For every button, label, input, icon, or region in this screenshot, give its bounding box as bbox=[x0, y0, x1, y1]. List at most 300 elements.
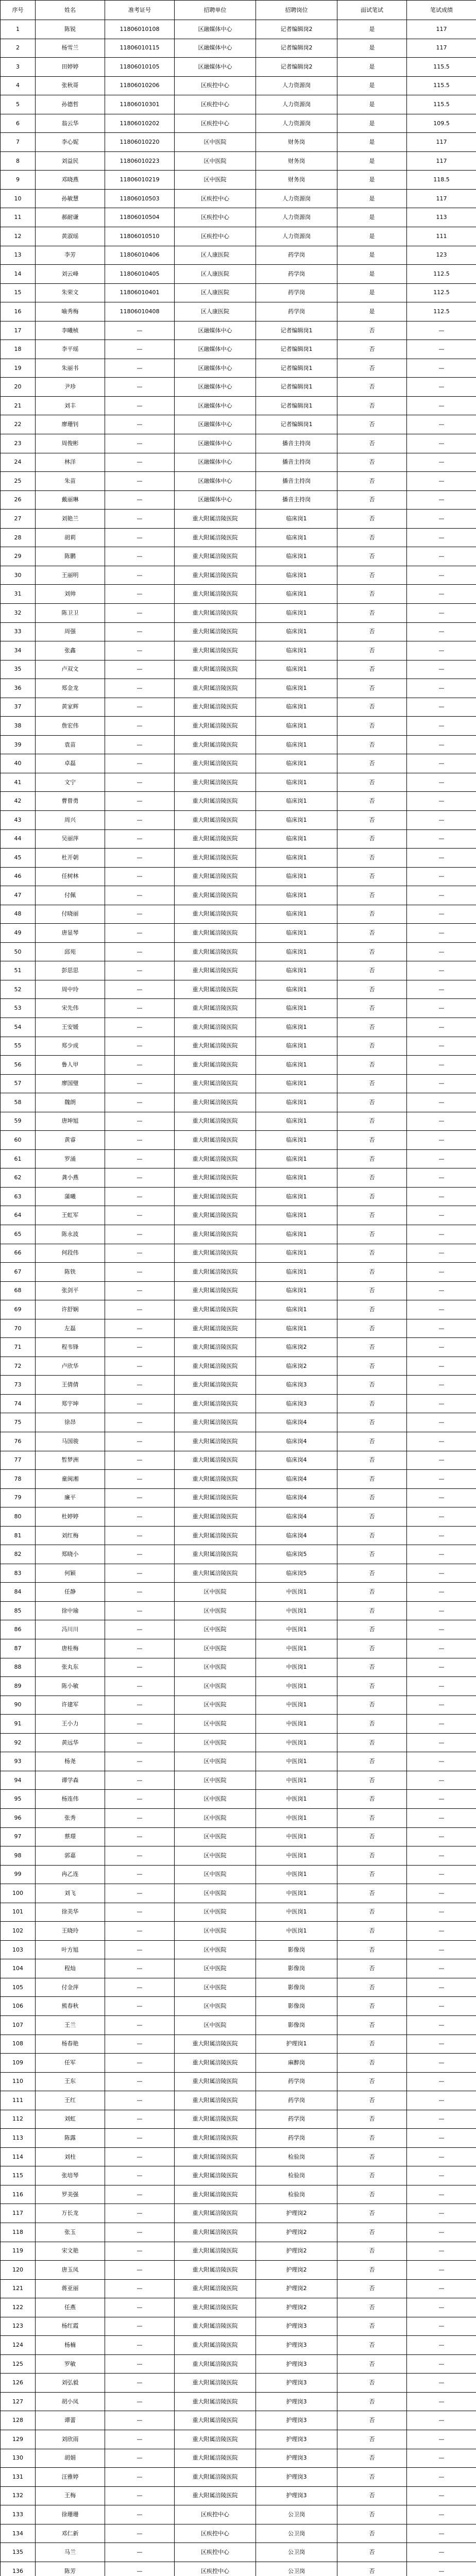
cell-index: 93 bbox=[1, 1752, 36, 1771]
cell-written-score: — bbox=[407, 2072, 476, 2091]
cell-index: 128 bbox=[1, 2411, 36, 2430]
cell-employer: 重大附属涪陵医院 bbox=[175, 924, 256, 943]
cell-index: 106 bbox=[1, 1997, 36, 2016]
cell-position: 记者编辑岗1 bbox=[256, 378, 337, 397]
table-row bbox=[1, 566, 476, 585]
cell-index: 4 bbox=[1, 76, 36, 95]
header-written-score: 笔试成绩 bbox=[407, 1, 476, 20]
cell-name: 王红 bbox=[36, 2091, 105, 2110]
cell-employer: 区疾控中心 bbox=[175, 2562, 256, 2576]
cell-written-score: 112.5 bbox=[407, 302, 476, 321]
cell-position: 播音主持岗 bbox=[256, 453, 337, 472]
cell-index: 2 bbox=[1, 39, 36, 58]
table-row bbox=[1, 114, 476, 133]
cell-position: 播音主持岗 bbox=[256, 472, 337, 491]
table-row bbox=[1, 1112, 476, 1131]
cell-position: 记者编辑岗1 bbox=[256, 359, 337, 378]
cell-index: 30 bbox=[1, 566, 36, 585]
cell-employer: 重大附属涪陵医院 bbox=[175, 942, 256, 961]
cell-written-score: — bbox=[407, 1451, 476, 1470]
cell-name: 左磊 bbox=[36, 1319, 105, 1338]
table-row bbox=[1, 1300, 476, 1319]
cell-position: 人力资源岗 bbox=[256, 227, 337, 246]
cell-written-score: — bbox=[407, 2091, 476, 2110]
cell-name: 黄淑瑶 bbox=[36, 227, 105, 246]
cell-position: 记者编辑岗2 bbox=[256, 20, 337, 39]
cell-index: 104 bbox=[1, 1959, 36, 1978]
cell-index: 116 bbox=[1, 2185, 36, 2204]
table-row bbox=[1, 2524, 476, 2543]
cell-index: 123 bbox=[1, 2317, 36, 2336]
cell-written-score: 113 bbox=[407, 208, 476, 227]
cell-ticket-number: — bbox=[105, 1037, 175, 1056]
cell-ticket-number: 11806010401 bbox=[105, 283, 175, 302]
table-row bbox=[1, 585, 476, 604]
cell-employer: 重大附属涪陵医院 bbox=[175, 2185, 256, 2204]
cell-index: 24 bbox=[1, 453, 36, 472]
table-row bbox=[1, 1545, 476, 1564]
table-row bbox=[1, 472, 476, 491]
cell-written-exam: 否 bbox=[337, 1865, 407, 1884]
cell-index: 40 bbox=[1, 754, 36, 773]
header-name: 姓名 bbox=[36, 1, 105, 20]
cell-index: 77 bbox=[1, 1451, 36, 1470]
cell-name: 刘弘毅 bbox=[36, 2374, 105, 2393]
cell-position: 中医岗1 bbox=[256, 1677, 337, 1696]
cell-name: 杨雪兰 bbox=[36, 39, 105, 58]
cell-index: 48 bbox=[1, 905, 36, 924]
cell-written-exam: 否 bbox=[337, 1093, 407, 1112]
cell-employer: 重大附属涪陵医院 bbox=[175, 1376, 256, 1395]
cell-position: 护理岗3 bbox=[256, 2317, 337, 2336]
cell-written-score: — bbox=[407, 1658, 476, 1677]
cell-written-exam: 否 bbox=[337, 1959, 407, 1978]
cell-position: 临床岗5 bbox=[256, 1545, 337, 1564]
cell-written-exam: 否 bbox=[337, 1545, 407, 1564]
cell-written-exam: 否 bbox=[337, 717, 407, 736]
table-row bbox=[1, 1715, 476, 1734]
cell-written-exam: 否 bbox=[337, 735, 407, 754]
cell-written-exam: 否 bbox=[337, 2072, 407, 2091]
cell-index: 105 bbox=[1, 1978, 36, 1997]
cell-ticket-number: — bbox=[105, 1903, 175, 1922]
cell-ticket-number: — bbox=[105, 1696, 175, 1715]
cell-employer: 重大附属涪陵医院 bbox=[175, 2261, 256, 2280]
cell-index: 78 bbox=[1, 1470, 36, 1489]
cell-written-exam: 否 bbox=[337, 2317, 407, 2336]
cell-ticket-number: 11806010220 bbox=[105, 133, 175, 152]
cell-name: 任静 bbox=[36, 1583, 105, 1602]
cell-index: 61 bbox=[1, 1149, 36, 1168]
cell-position: 中医岗1 bbox=[256, 1620, 337, 1639]
cell-name: 童闽湘 bbox=[36, 1470, 105, 1489]
cell-employer: 重大附属涪陵医院 bbox=[175, 867, 256, 886]
table-row bbox=[1, 2185, 476, 2204]
cell-employer: 重大附属涪陵医院 bbox=[175, 1149, 256, 1168]
cell-written-exam: 否 bbox=[337, 867, 407, 886]
cell-ticket-number: — bbox=[105, 810, 175, 829]
cell-written-exam: 否 bbox=[337, 2185, 407, 2204]
cell-ticket-number: — bbox=[105, 999, 175, 1018]
cell-written-exam: 否 bbox=[337, 829, 407, 849]
cell-position: 临床岗1 bbox=[256, 1281, 337, 1300]
cell-name: 王兰 bbox=[36, 2015, 105, 2035]
cell-ticket-number: — bbox=[105, 1658, 175, 1677]
cell-position: 临床岗1 bbox=[256, 566, 337, 585]
cell-employer: 重大附属涪陵医院 bbox=[175, 1526, 256, 1545]
cell-employer: 区中医院 bbox=[175, 1677, 256, 1696]
cell-name: 刘益民 bbox=[36, 151, 105, 171]
cell-written-score: 115.5 bbox=[407, 76, 476, 95]
cell-position: 临床岗1 bbox=[256, 660, 337, 679]
cell-employer: 区中医院 bbox=[175, 1658, 256, 1677]
cell-name: 黄睿 bbox=[36, 1131, 105, 1150]
cell-name: 许建军 bbox=[36, 1696, 105, 1715]
cell-position: 临床岗4 bbox=[256, 1432, 337, 1451]
table-row bbox=[1, 1601, 476, 1620]
cell-position: 中医岗1 bbox=[256, 1884, 337, 1903]
cell-name: 冯川川 bbox=[36, 1620, 105, 1639]
cell-written-score: — bbox=[407, 1112, 476, 1131]
cell-written-score: — bbox=[407, 1639, 476, 1658]
cell-written-exam: 否 bbox=[337, 1357, 407, 1376]
cell-employer: 重大附属涪陵医院 bbox=[175, 1451, 256, 1470]
cell-index: 95 bbox=[1, 1790, 36, 1809]
cell-written-score: 112.5 bbox=[407, 265, 476, 284]
table-row bbox=[1, 1263, 476, 1282]
cell-written-score: — bbox=[407, 1583, 476, 1602]
cell-written-exam: 否 bbox=[337, 1978, 407, 1997]
cell-index: 6 bbox=[1, 114, 36, 133]
cell-index: 67 bbox=[1, 1263, 36, 1282]
cell-position: 临床岗2 bbox=[256, 1338, 337, 1357]
cell-employer: 重大附属涪陵医院 bbox=[175, 2072, 256, 2091]
cell-index: 114 bbox=[1, 2147, 36, 2166]
cell-ticket-number: — bbox=[105, 2392, 175, 2411]
table-row bbox=[1, 2110, 476, 2129]
cell-position: 临床岗1 bbox=[256, 510, 337, 529]
cell-employer: 重大附属涪陵医院 bbox=[175, 2110, 256, 2129]
cell-written-score: — bbox=[407, 2110, 476, 2129]
cell-ticket-number: — bbox=[105, 1300, 175, 1319]
cell-name: 谭蕾 bbox=[36, 2411, 105, 2430]
cell-employer: 重大附属涪陵医院 bbox=[175, 2279, 256, 2298]
cell-employer: 区中医院 bbox=[175, 1884, 256, 1903]
cell-name: 廖国璧 bbox=[36, 1074, 105, 1093]
table-row bbox=[1, 2147, 476, 2166]
cell-written-score: — bbox=[407, 1827, 476, 1846]
cell-written-score: 117 bbox=[407, 151, 476, 171]
cell-written-exam: 否 bbox=[337, 1564, 407, 1583]
cell-written-exam: 否 bbox=[337, 792, 407, 811]
cell-written-score: 117 bbox=[407, 39, 476, 58]
cell-position: 临床岗1 bbox=[256, 942, 337, 961]
table-row bbox=[1, 1677, 476, 1696]
cell-position: 中医岗1 bbox=[256, 1639, 337, 1658]
cell-written-exam: 否 bbox=[337, 378, 407, 397]
cell-employer: 重大附属涪陵医院 bbox=[175, 849, 256, 868]
cell-position: 临床岗2 bbox=[256, 1357, 337, 1376]
cell-ticket-number: — bbox=[105, 2166, 175, 2185]
table-row bbox=[1, 1187, 476, 1206]
cell-employer: 重大附属涪陵医院 bbox=[175, 886, 256, 905]
cell-employer: 重大附属涪陵医院 bbox=[175, 2204, 256, 2223]
cell-position: 临床岗1 bbox=[256, 924, 337, 943]
table-row bbox=[1, 2449, 476, 2468]
cell-ticket-number: — bbox=[105, 472, 175, 491]
cell-position: 临床岗1 bbox=[256, 735, 337, 754]
table-row bbox=[1, 1319, 476, 1338]
cell-employer: 重大附属涪陵医院 bbox=[175, 792, 256, 811]
cell-name: 朱丽书 bbox=[36, 359, 105, 378]
cell-ticket-number: — bbox=[105, 1263, 175, 1282]
table-row bbox=[1, 246, 476, 265]
cell-written-exam: 否 bbox=[337, 1206, 407, 1225]
table-row bbox=[1, 2374, 476, 2393]
cell-name: 陈卫卫 bbox=[36, 603, 105, 622]
cell-index: 75 bbox=[1, 1413, 36, 1432]
cell-ticket-number: — bbox=[105, 528, 175, 547]
cell-written-score: — bbox=[407, 698, 476, 717]
cell-name: 陈铁 bbox=[36, 1263, 105, 1282]
cell-name: 胡小凤 bbox=[36, 2392, 105, 2411]
cell-name: 宋文艳 bbox=[36, 2242, 105, 2261]
cell-written-exam: 否 bbox=[337, 1715, 407, 1734]
cell-ticket-number: — bbox=[105, 2411, 175, 2430]
cell-employer: 重大附属涪陵医院 bbox=[175, 679, 256, 698]
cell-ticket-number: — bbox=[105, 849, 175, 868]
cell-name: 冉乙连 bbox=[36, 1865, 105, 1884]
cell-ticket-number: 11806010504 bbox=[105, 208, 175, 227]
cell-ticket-number: — bbox=[105, 359, 175, 378]
cell-name: 文宁 bbox=[36, 773, 105, 792]
cell-position: 临床岗1 bbox=[256, 810, 337, 829]
cell-written-exam: 否 bbox=[337, 1922, 407, 1941]
cell-written-score: 111 bbox=[407, 227, 476, 246]
cell-name: 王安媛 bbox=[36, 1018, 105, 1037]
cell-employer: 区人康医院 bbox=[175, 265, 256, 284]
cell-name: 陈小敏 bbox=[36, 1677, 105, 1696]
cell-index: 97 bbox=[1, 1827, 36, 1846]
cell-index: 102 bbox=[1, 1922, 36, 1941]
cell-written-score: — bbox=[407, 585, 476, 604]
cell-employer: 重大附属涪陵医院 bbox=[175, 1357, 256, 1376]
cell-index: 43 bbox=[1, 810, 36, 829]
cell-written-exam: 否 bbox=[337, 2543, 407, 2562]
table-row bbox=[1, 2336, 476, 2355]
cell-ticket-number: — bbox=[105, 321, 175, 340]
cell-name: 曹曾勇 bbox=[36, 792, 105, 811]
cell-written-exam: 否 bbox=[337, 396, 407, 415]
table-row bbox=[1, 265, 476, 284]
cell-written-score: — bbox=[407, 359, 476, 378]
cell-ticket-number: — bbox=[105, 547, 175, 566]
cell-name: 唐桂梅 bbox=[36, 1639, 105, 1658]
cell-name: 唐坤旭 bbox=[36, 1112, 105, 1131]
cell-employer: 重大附属涪陵医院 bbox=[175, 1131, 256, 1150]
cell-written-score: 123 bbox=[407, 246, 476, 265]
cell-employer: 重大附属涪陵医院 bbox=[175, 510, 256, 529]
cell-ticket-number: — bbox=[105, 867, 175, 886]
cell-ticket-number: 11806010503 bbox=[105, 189, 175, 208]
cell-position: 临床岗1 bbox=[256, 999, 337, 1018]
cell-ticket-number: — bbox=[105, 2129, 175, 2148]
cell-written-score: — bbox=[407, 2486, 476, 2505]
cell-written-score: — bbox=[407, 2242, 476, 2261]
cell-name: 邓仁新 bbox=[36, 2524, 105, 2543]
cell-index: 37 bbox=[1, 698, 36, 717]
cell-name: 邓晓燕 bbox=[36, 171, 105, 190]
cell-name: 陈芳 bbox=[36, 2562, 105, 2576]
cell-index: 51 bbox=[1, 961, 36, 980]
cell-name: 卓磊 bbox=[36, 754, 105, 773]
cell-index: 29 bbox=[1, 547, 36, 566]
table-row bbox=[1, 942, 476, 961]
cell-ticket-number: — bbox=[105, 1281, 175, 1300]
cell-index: 11 bbox=[1, 208, 36, 227]
cell-index: 103 bbox=[1, 1940, 36, 1959]
cell-position: 护理岗3 bbox=[256, 2392, 337, 2411]
cell-index: 119 bbox=[1, 2242, 36, 2261]
cell-written-score: — bbox=[407, 1319, 476, 1338]
cell-written-score: — bbox=[407, 396, 476, 415]
cell-ticket-number: — bbox=[105, 2486, 175, 2505]
cell-written-score: — bbox=[407, 1620, 476, 1639]
cell-written-exam: 否 bbox=[337, 1808, 407, 1827]
cell-ticket-number: — bbox=[105, 1922, 175, 1941]
cell-employer: 区中医院 bbox=[175, 1959, 256, 1978]
cell-name: 郝耐谦 bbox=[36, 208, 105, 227]
cell-written-exam: 否 bbox=[337, 1244, 407, 1263]
cell-position: 影像岗 bbox=[256, 1940, 337, 1959]
cell-index: 76 bbox=[1, 1432, 36, 1451]
cell-name: 翁云华 bbox=[36, 114, 105, 133]
cell-written-exam: 否 bbox=[337, 698, 407, 717]
cell-index: 69 bbox=[1, 1300, 36, 1319]
cell-ticket-number: — bbox=[105, 980, 175, 999]
cell-employer: 重大附属涪陵医院 bbox=[175, 2242, 256, 2261]
cell-written-exam: 否 bbox=[337, 1884, 407, 1903]
cell-ticket-number: — bbox=[105, 1018, 175, 1037]
cell-written-score: — bbox=[407, 1357, 476, 1376]
cell-employer: 重大附属涪陵医院 bbox=[175, 2486, 256, 2505]
cell-index: 110 bbox=[1, 2072, 36, 2091]
cell-written-score: — bbox=[407, 641, 476, 660]
cell-written-exam: 是 bbox=[337, 208, 407, 227]
cell-name: 程韦锋 bbox=[36, 1338, 105, 1357]
cell-position: 护理岗2 bbox=[256, 2242, 337, 2261]
cell-employer: 区疾控中心 bbox=[175, 2505, 256, 2524]
cell-index: 13 bbox=[1, 246, 36, 265]
table-row bbox=[1, 227, 476, 246]
cell-ticket-number: — bbox=[105, 660, 175, 679]
cell-ticket-number: — bbox=[105, 1093, 175, 1112]
table-row bbox=[1, 359, 476, 378]
cell-written-exam: 是 bbox=[337, 58, 407, 77]
cell-written-exam: 否 bbox=[337, 1074, 407, 1093]
cell-index: 28 bbox=[1, 528, 36, 547]
cell-written-score: — bbox=[407, 1696, 476, 1715]
cell-employer: 重大附属涪陵医院 bbox=[175, 980, 256, 999]
table-row bbox=[1, 924, 476, 943]
cell-ticket-number: — bbox=[105, 2543, 175, 2562]
cell-ticket-number: — bbox=[105, 2298, 175, 2317]
cell-written-score: — bbox=[407, 1376, 476, 1395]
cell-index: 20 bbox=[1, 378, 36, 397]
cell-position: 播音主持岗 bbox=[256, 434, 337, 453]
cell-ticket-number: — bbox=[105, 1394, 175, 1413]
cell-written-score: — bbox=[407, 1394, 476, 1413]
cell-position: 影像岗 bbox=[256, 2015, 337, 2035]
cell-name: 孙德哲 bbox=[36, 95, 105, 114]
cell-ticket-number: — bbox=[105, 924, 175, 943]
cell-name: 郑少成 bbox=[36, 1037, 105, 1056]
cell-position: 检验岗 bbox=[256, 2147, 337, 2166]
cell-position: 中医岗1 bbox=[256, 1808, 337, 1827]
cell-index: 88 bbox=[1, 1658, 36, 1677]
cell-employer: 重大附属涪陵医院 bbox=[175, 1564, 256, 1583]
cell-position: 护理岗3 bbox=[256, 2411, 337, 2430]
cell-ticket-number: — bbox=[105, 453, 175, 472]
cell-written-score: — bbox=[407, 2562, 476, 2576]
table-row bbox=[1, 622, 476, 641]
cell-position: 中医岗1 bbox=[256, 1771, 337, 1790]
cell-ticket-number: — bbox=[105, 2242, 175, 2261]
cell-employer: 重大附属涪陵医院 bbox=[175, 2054, 256, 2073]
cell-written-score: — bbox=[407, 1959, 476, 1978]
cell-ticket-number: — bbox=[105, 396, 175, 415]
cell-name: 尹珍 bbox=[36, 378, 105, 397]
cell-written-score: — bbox=[407, 1752, 476, 1771]
cell-position: 临床岗1 bbox=[256, 961, 337, 980]
table-row bbox=[1, 1394, 476, 1413]
cell-written-exam: 否 bbox=[337, 1376, 407, 1395]
cell-employer: 重大附属涪陵医院 bbox=[175, 1338, 256, 1357]
table-row bbox=[1, 1451, 476, 1470]
cell-name: 王晓玲 bbox=[36, 1922, 105, 1941]
table-row bbox=[1, 2072, 476, 2091]
cell-ticket-number: — bbox=[105, 2147, 175, 2166]
cell-ticket-number: — bbox=[105, 698, 175, 717]
cell-index: 17 bbox=[1, 321, 36, 340]
cell-position: 临床岗1 bbox=[256, 641, 337, 660]
cell-position: 护理岗2 bbox=[256, 2261, 337, 2280]
cell-employer: 区中医院 bbox=[175, 1903, 256, 1922]
cell-index: 53 bbox=[1, 999, 36, 1018]
cell-ticket-number: — bbox=[105, 735, 175, 754]
cell-position: 记者编辑岗1 bbox=[256, 415, 337, 434]
cell-written-exam: 否 bbox=[337, 2204, 407, 2223]
cell-name: 蒋亚丽 bbox=[36, 2279, 105, 2298]
cell-position: 记者编辑岗2 bbox=[256, 39, 337, 58]
cell-written-exam: 否 bbox=[337, 1187, 407, 1206]
cell-written-score: 117 bbox=[407, 133, 476, 152]
cell-written-exam: 否 bbox=[337, 585, 407, 604]
cell-index: 109 bbox=[1, 2054, 36, 2073]
table-row bbox=[1, 1997, 476, 2016]
table-row bbox=[1, 810, 476, 829]
table-row bbox=[1, 1018, 476, 1037]
table-row bbox=[1, 1149, 476, 1168]
cell-employer: 重大附属涪陵医院 bbox=[175, 1168, 256, 1188]
cell-written-exam: 否 bbox=[337, 1903, 407, 1922]
cell-name: 唐显琴 bbox=[36, 924, 105, 943]
cell-name: 杨春艳 bbox=[36, 2035, 105, 2054]
cell-written-exam: 否 bbox=[337, 453, 407, 472]
cell-index: 122 bbox=[1, 2298, 36, 2317]
cell-employer: 重大附属涪陵医院 bbox=[175, 2468, 256, 2487]
cell-ticket-number: — bbox=[105, 754, 175, 773]
